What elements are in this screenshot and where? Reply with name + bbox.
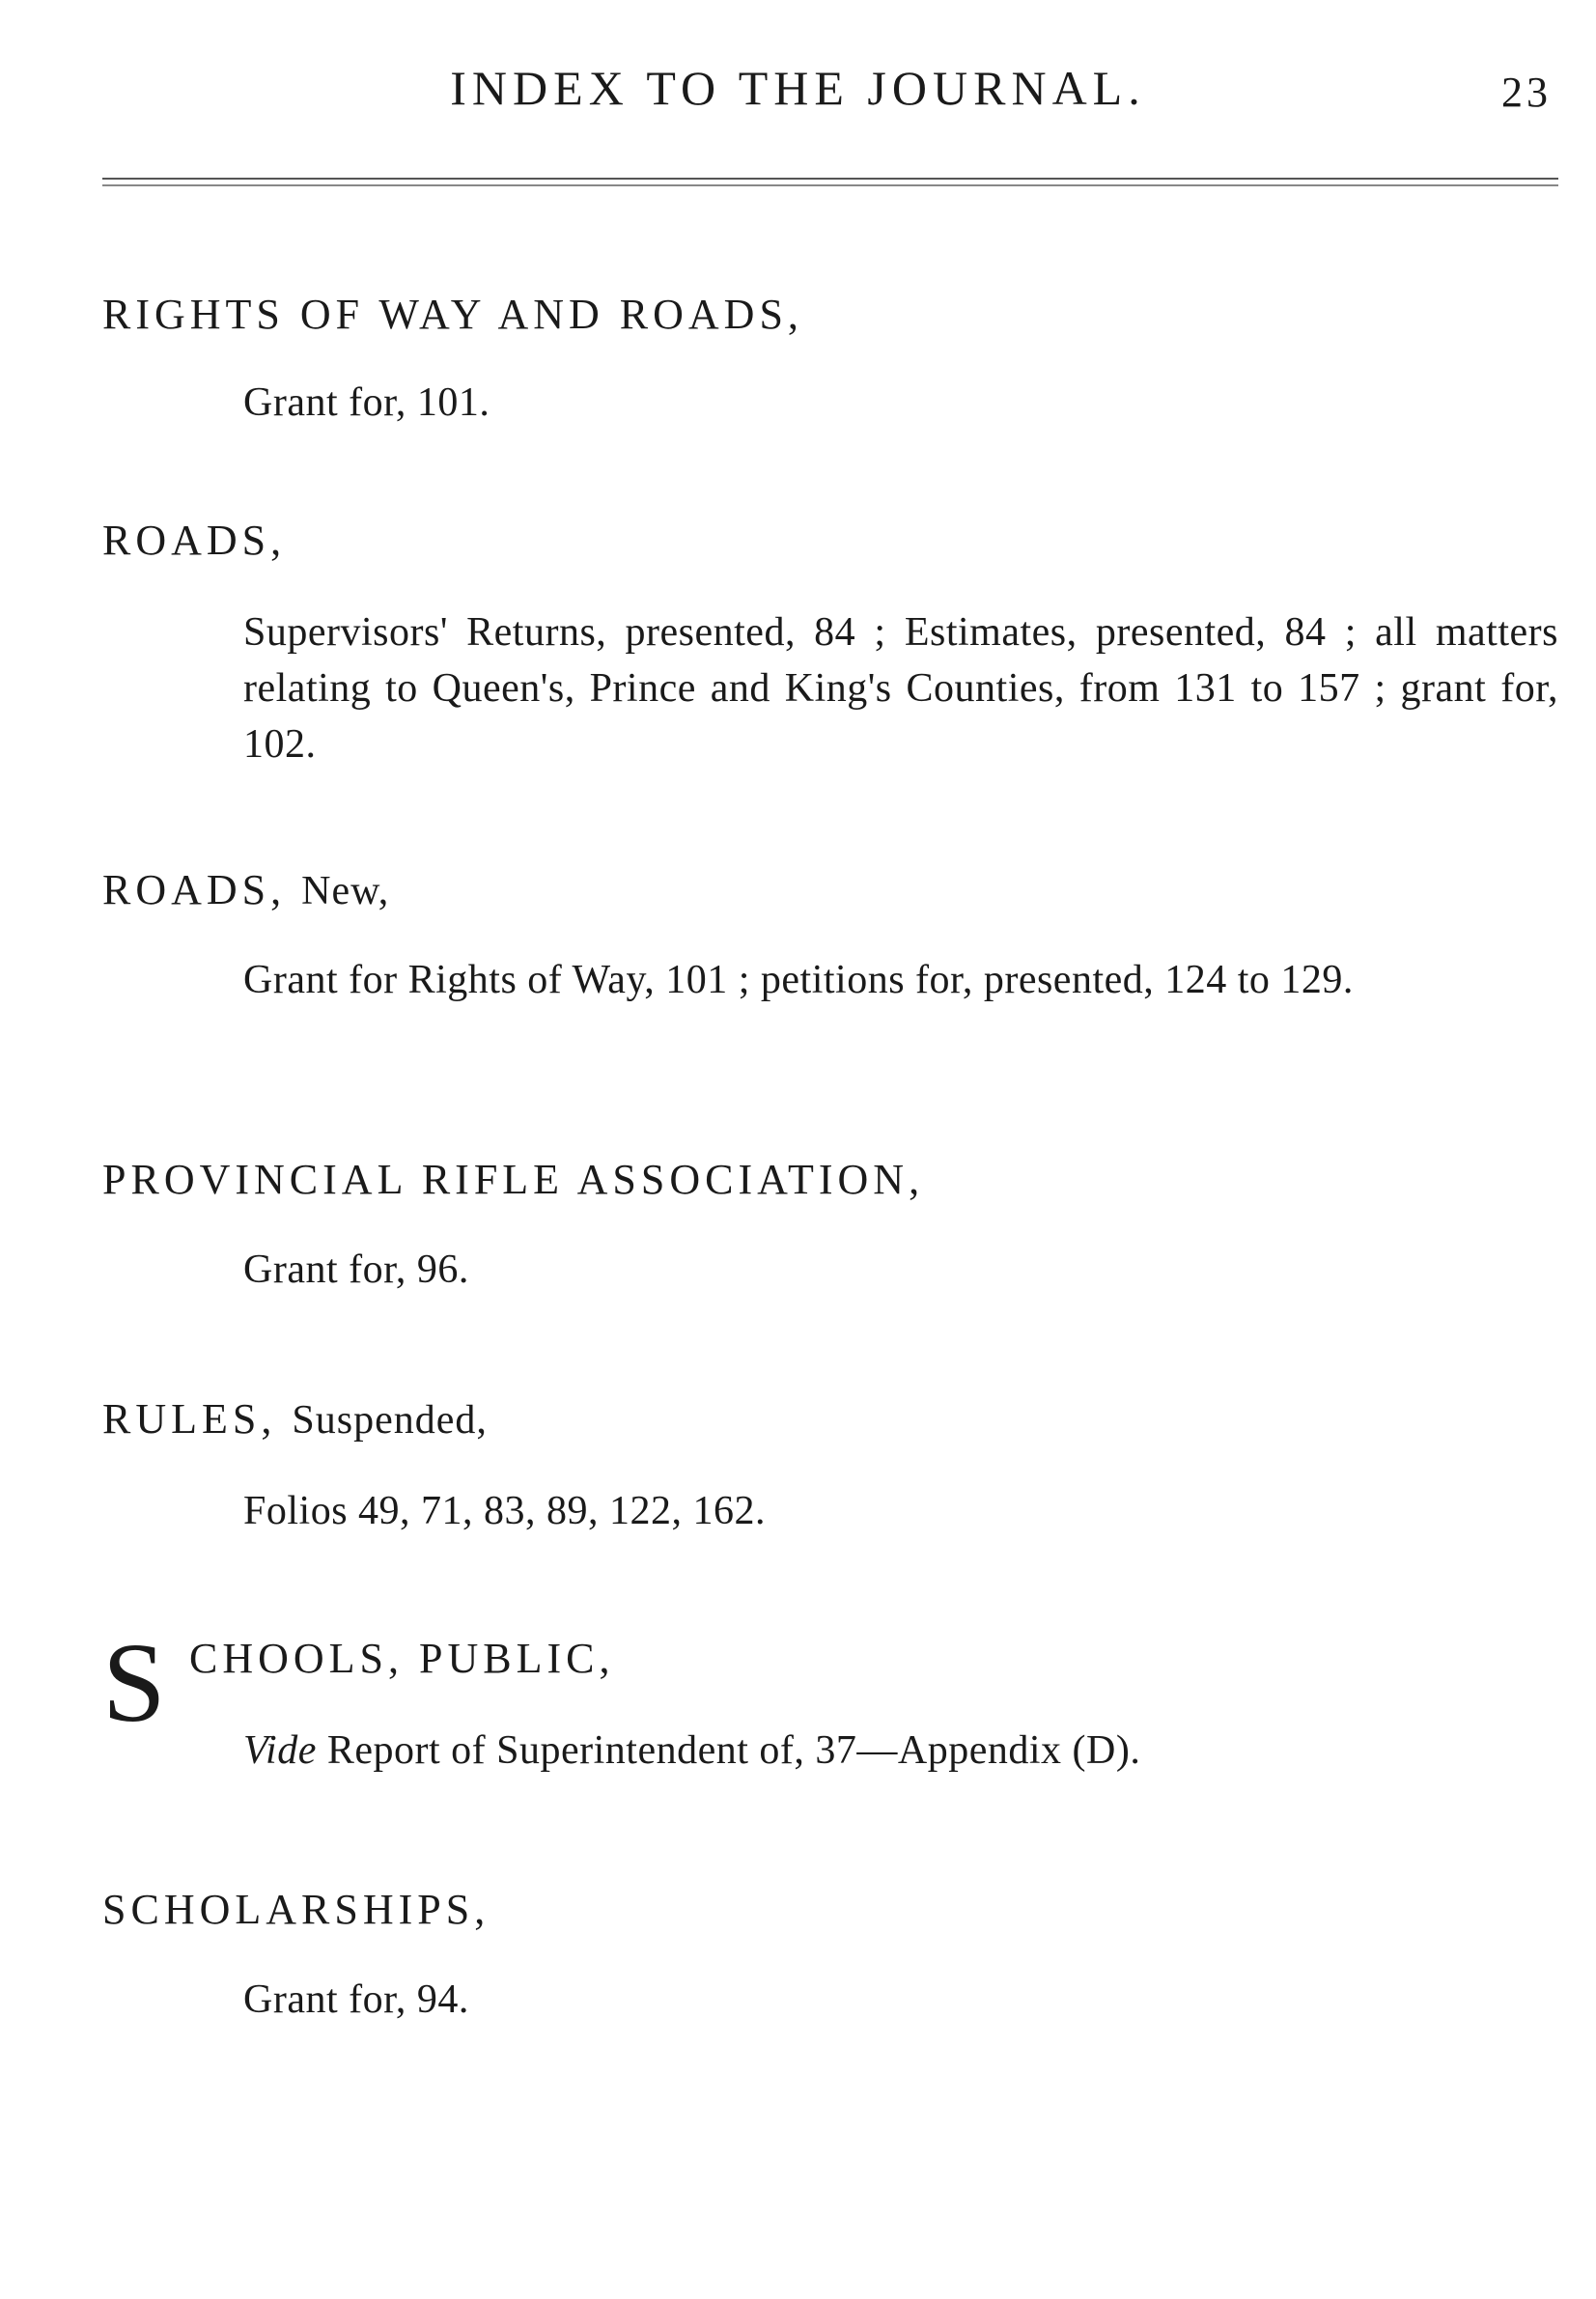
entry-heading [102, 1394, 488, 1444]
entry-body-text: Report of Superintendent of, 37—Appendix (D). [326, 1728, 1141, 1773]
header-rule [102, 178, 1558, 180]
page-number: 23 [1501, 69, 1552, 116]
entry-body [243, 1723, 1558, 1779]
entry-body: Supervisors' Returns, presented, 84 ; Estimates, presented, 84 ; all matters relating to Queen's, Prince and King's Counties, from 131 to 157 ; grant for, 102. [243, 610, 1558, 767]
entry-heading: SCHOLARSHIPS, [102, 1886, 490, 1933]
page-header [0, 60, 1596, 127]
entry-heading: CHOOLS, PUBLIC, [189, 1635, 615, 1682]
entry-body: Grant for, 94. [243, 1977, 469, 2022]
entry-body-italic: Vide [243, 1728, 317, 1773]
entry-heading-sub: New, [301, 869, 390, 913]
entry-heading-sub: Suspended, [292, 1398, 488, 1443]
running-title: INDEX TO THE JOURNAL. [450, 61, 1146, 115]
entry-heading [102, 865, 389, 914]
entry-heading: RIGHTS OF WAY AND ROADS, [102, 291, 803, 338]
entry-heading-main: RULES, [102, 1395, 277, 1443]
entry-body: Grant for Rights of Way, 101 ; petitions for, presented, 124 to 129. [243, 958, 1354, 1002]
drop-cap: S [102, 1619, 166, 1746]
entry-heading: ROADS, [102, 517, 287, 564]
entry-heading-main: ROADS, [102, 866, 287, 913]
entry-heading: PROVINCIAL RIFLE ASSOCIATION, [102, 1156, 925, 1203]
entry-body: Folios 49, 71, 83, 89, 122, 162. [243, 1489, 767, 1533]
entry-body: Grant for, 96. [243, 1248, 469, 1292]
entry-body: Grant for, 101. [243, 380, 490, 425]
header-rule-secondary [102, 184, 1558, 186]
